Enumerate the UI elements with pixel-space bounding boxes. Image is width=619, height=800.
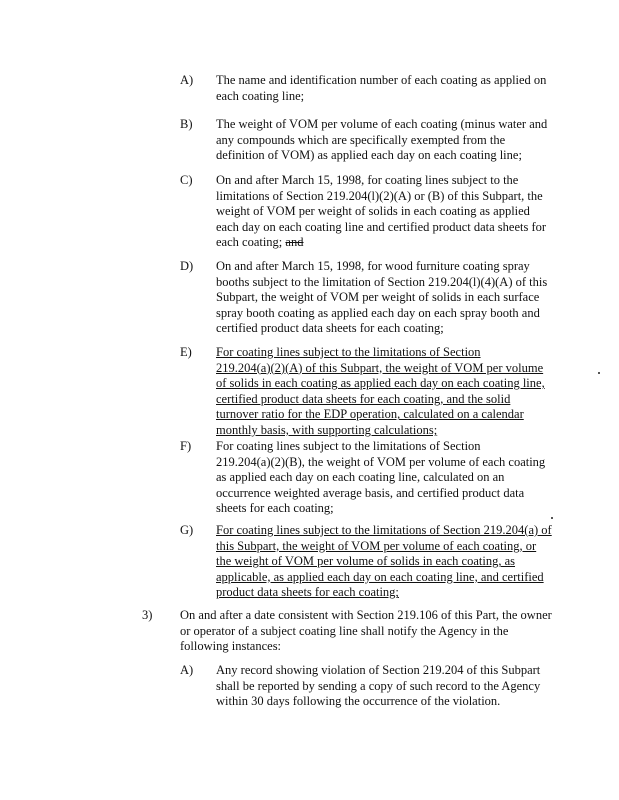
item-text: The name and identification number of each coating as applied on each coating line; xyxy=(216,73,547,103)
item-text: On and after a date consistent with Section 219.106 of this Part, the owner or operator of a subject coating line shall notify the Agency in the following instances: xyxy=(180,608,552,654)
item-label: A) xyxy=(180,663,194,677)
item-text: On and after March 15, 1998, for wood furniture coating spray booths subject to the limitation of Section 219.204(l)(4)(A) of this Subpart, the weight of VOM per weight of solids in each surface spray booth coating as applied each day on each spray booth and certified product data sheets for each coating; xyxy=(216,259,548,336)
item-text: On and after March 15, 1998, for coating lines subject to the limitations of Section 219.204(l)(2)(A) or (B) of this Subpart, the weight of VOM per weight of solids in each coating as applied each day on each coating line and certified product data sheets for each coating; and xyxy=(216,173,547,250)
item-text: For coating lines subject to the limitations of Section 219.204(a)(2)(A) of this Subpart, the weight of VOM per volume of solids in each coating as applied each day on each coating line, certified product data sheets for each coating, and the solid turnover ratio for the EDP operation, calculated on a calendar monthly basis, with supporting calculations; xyxy=(216,345,545,437)
item-label: F) xyxy=(180,439,192,453)
item-text: For coating lines subject to the limitations of Section 219.204(a)(2)(B), the weight of VOM per volume of each coating as applied each day on each coating line, calculated on an occurrence weighted average basis, and certified product data sheets for each coating; xyxy=(216,439,546,516)
item-text: For coating lines subject to the limitations of Section 219.204(a) of this Subpart, the weight of VOM per volume of each coating, or the weight of VOM per volume of solids in each coating, as applicable, as applied each day on each coating line, and certified product data sheets for each coating; xyxy=(216,523,552,600)
item-label: 3) xyxy=(142,608,153,622)
item-label: G) xyxy=(180,523,194,537)
item-label: C) xyxy=(180,173,193,187)
scan-speck xyxy=(598,372,600,374)
scan-speck xyxy=(551,517,553,519)
item-label: A) xyxy=(180,73,194,87)
item-label: D) xyxy=(180,259,194,273)
item-text: The weight of VOM per volume of each coating (minus water and any compounds which are specifically exempted from the definition of VOM) as applied each day on each coating line; xyxy=(216,117,548,163)
struck-text: and xyxy=(285,235,304,250)
item-label: E) xyxy=(180,345,192,359)
item-text: Any record showing violation of Section 219.204 of this Subpart shall be reported by sending a copy of such record to the Agency within 30 days following the occurrence of the violation. xyxy=(216,663,541,709)
item-label: B) xyxy=(180,117,193,131)
